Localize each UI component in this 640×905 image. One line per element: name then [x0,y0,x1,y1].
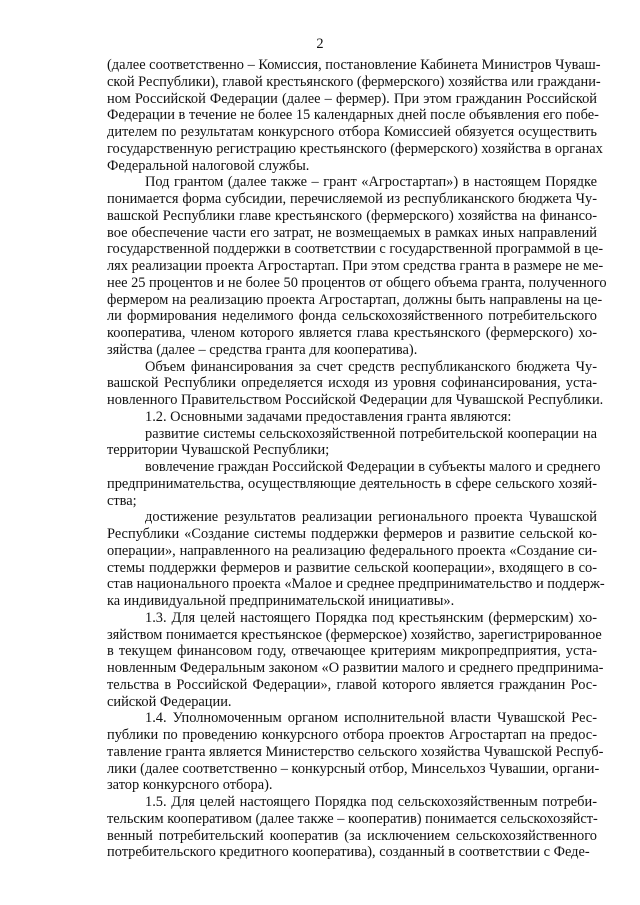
text-line: фермером на реализацию проекта Агростартап, должны быть направлены на це- [107,291,603,308]
text-line: вашской Республики главе крестьянского (фермерского) хозяйства на финансо- [107,207,597,224]
text-line: зяйством понимается крестьянское (фермерское) хозяйство, зарегистрированное [107,626,602,643]
text-line: тельским кооперативом (далее также – кооператив) понимается сельскохозяйст- [107,810,598,827]
text-line: Федерации в течение не более 15 календарных дней после объявления его побе- [107,107,599,124]
paragraph [107,57,603,174]
text-line: лях реализации проекта Агростартап. При этом средства гранта в размере не ме- [107,258,604,274]
text-line: государственной поддержки в соответствии с государственной программой в це- [107,241,604,258]
paragraph [107,509,605,610]
text-line: вашской Республики определяется исходя из уровня софинансирования, уста- [107,375,597,392]
text-line: сийской Федерации. [107,693,232,710]
text-line: тельства в Российской Федерации», главой которого является гражданин Рос- [107,676,597,693]
text-line: вовлечение граждан Российской Федерации в субъекты малого и среднего [145,459,601,475]
text-line: в текущем финансовом году, отвечающее критериям микропредприятия, уста- [107,643,597,660]
text-line: нее 25 процентов и не более 50 процентов от общего объема гранта, полученного [107,274,607,291]
text-line: территории Чувашской Республики; [107,442,330,459]
paragraph [107,794,597,861]
page-number: 2 [316,36,324,52]
paragraph [107,710,604,794]
text-line: развитие системы сельскохозяйственной потребительской кооперации на [145,425,597,442]
text-line: понимается форма субсидии, перечисляемой из республиканского бюджета Чу- [107,191,597,207]
text-line: предпринимательства, осуществляющие деятельность в сфере сельского хозяй- [107,475,597,492]
text-line: 1.5. Для целей настоящего Порядка под сельскохозяйственным потреби- [145,794,597,810]
text-line: кооператива, членом которого является глава крестьянского (фермерского) хо- [107,325,597,341]
text-line: Под грантом (далее также – грант «Агростартап») в настоящем Порядке [145,174,597,191]
text-line: 1.3. Для целей настоящего Порядка под крестьянским (фермерским) хо- [145,609,597,626]
text-line: ном Российской Федерации (далее – фермер). При этом гражданин Российской [107,90,597,107]
text-line: стемы поддержки фермеров и развитие сельской кооперации», входящего в со- [107,559,597,576]
text-line: венный потребительский кооператив (за исключением сельскохозяйственного [107,827,597,844]
text-line: новленного Правительством Российской Федерации для Чувашской Республики. [107,392,604,408]
text-line: затор конкурсного отбора). [107,777,273,794]
text-line: Республики «Создание системы поддержки фермеров и развитие сельской ко- [107,526,597,542]
text-line: зяйства (далее – средства гранта для кооператива). [107,341,418,358]
document-body [107,57,607,861]
text-line: ства; [107,492,137,509]
text-line: тавление гранта является Министерство сельского хозяйства Чувашской Респуб- [107,743,604,760]
text-line: 1.2. Основными задачами предоставления гранта являются: [145,408,512,425]
text-line: (далее соответственно – Комиссия, постановление Кабинета Министров Чуваш- [107,57,601,73]
text-line: государственную регистрацию крестьянского (фермерского) хозяйства в органах [107,140,603,157]
text-line: став национального проекта «Малое и среднее предпринимательство и поддерж- [107,576,605,593]
text-line: публики по проведению конкурсного отбора проектов Агростартап на предос- [107,727,597,743]
paragraph [107,358,604,409]
text-line: Федеральной налоговой службы. [107,157,310,174]
paragraph [107,609,604,711]
paragraph [107,426,597,460]
paragraph [107,459,601,509]
text-line: операции», направленного на реализацию федерального проекта «Создание си- [107,542,597,559]
text-line: вое обеспечение части его затрат, не возмещаемых в рамках иных направлений [107,224,597,241]
text-line: ли формирования неделимого фонда сельскохозяйственного потребительского [107,308,597,325]
text-line: новленным Федеральным законом «О развитии малого и среднего предпринима- [107,660,604,676]
text-line: 1.4. Уполномоченным органом исполнительной власти Чувашской Рес- [145,710,597,727]
text-line: Объем финансирования за счет средств республиканского бюджета Чу- [145,358,597,375]
text-line: ка индивидуальной предпринимательской инициативы». [107,593,455,609]
text-line: дителем по результатам конкурсного отбора Комиссией обязуется осуществить [107,124,597,140]
text-line: потребительского кредитного кооператива), созданный в соответствии с Феде- [107,844,590,861]
text-line: достижение результатов реализации регионального проекта Чувашской [145,509,597,526]
paragraph [107,409,597,426]
text-line: лики (далее соответственно – конкурсный отбор, Минсельхоз Чувашии, органи- [107,760,600,777]
text-line: ской Республики), главой крестьянского (фермерского) хозяйства или граждани- [107,73,601,90]
paragraph [107,174,607,358]
